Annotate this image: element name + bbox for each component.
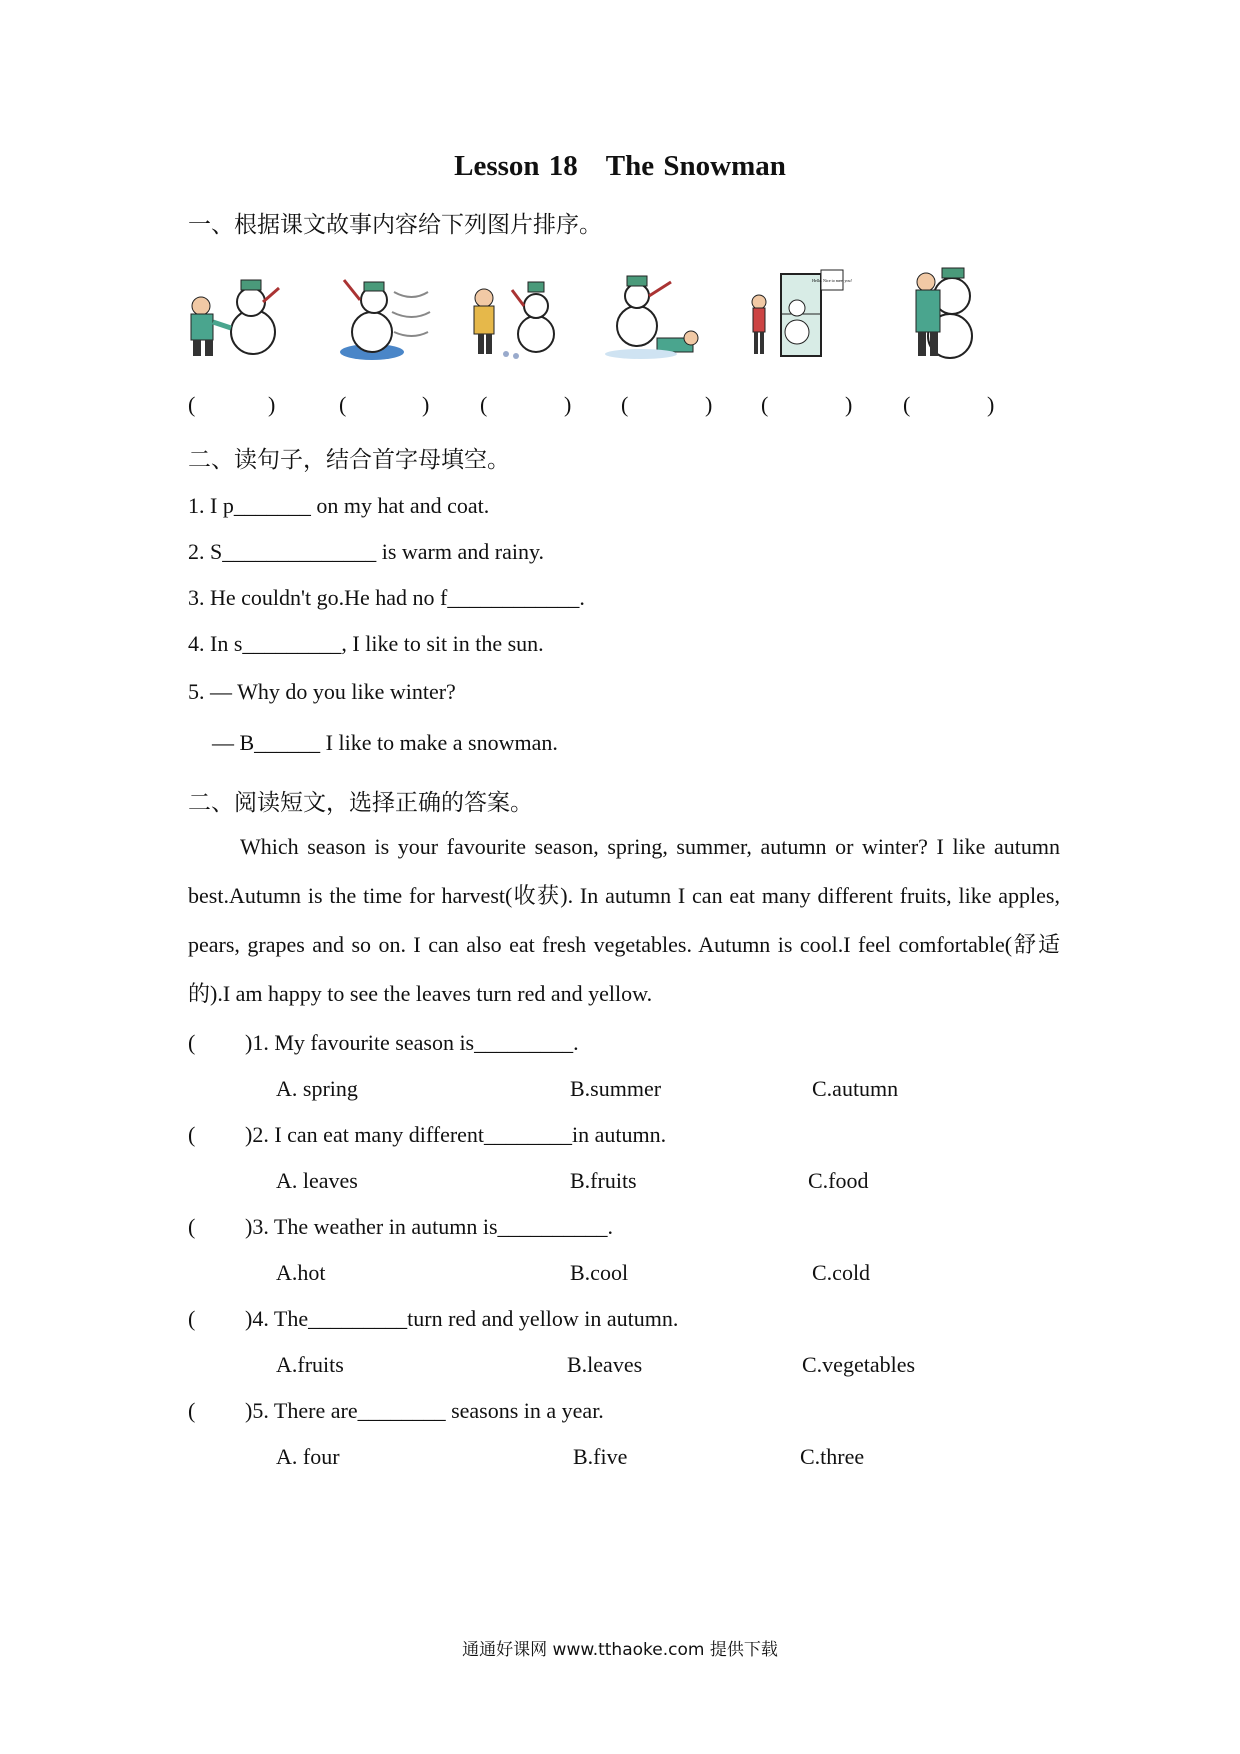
- order-blank-3-close: ): [564, 392, 572, 417]
- footer-credit: 通通好课网 www.tthaoke.com 提供下载: [462, 1640, 778, 1660]
- question-5-text: )5. There are________ seasons in a year.: [245, 1398, 604, 1423]
- question-1-option-b: B.summer: [570, 1076, 662, 1101]
- question-2-text: )2. I can eat many different________in autumn.: [245, 1122, 667, 1147]
- order-blank-2-open: (: [339, 392, 347, 417]
- question-4-paren: (: [188, 1306, 196, 1331]
- order-blank-1-open: (: [188, 392, 196, 417]
- fill-sentence-3: 3. He couldn't go.He had no f____________.: [188, 585, 585, 610]
- question-5-option-c: C.three: [800, 1444, 865, 1469]
- order-blank-3-open: (: [480, 392, 488, 417]
- picture-boy-hugging-snowman: [890, 262, 990, 362]
- question-1-paren: (: [188, 1030, 196, 1055]
- question-1-text: )1. My favourite season is_________.: [245, 1030, 579, 1055]
- picture-snowman-in-wind: [332, 262, 432, 362]
- lesson-number: Lesson 18: [454, 150, 578, 182]
- picture-boy-and-snowman: [466, 262, 566, 362]
- picture-boy-building-snowman: [183, 262, 283, 362]
- order-blank-4-open: (: [621, 392, 629, 417]
- question-1-option-a: A. spring: [276, 1076, 358, 1101]
- page-title: [0, 150, 1240, 183]
- question-2-option-b: B.fruits: [570, 1168, 637, 1193]
- question-2-option-a: A. leaves: [276, 1168, 358, 1193]
- fill-sentence-1: 1. I p_______ on my hat and coat.: [188, 493, 490, 518]
- question-5-paren: (: [188, 1398, 196, 1423]
- order-blank-4-close: ): [705, 392, 713, 417]
- question-3-option-a: A.hot: [276, 1260, 326, 1285]
- question-2-option-c: C.food: [808, 1168, 869, 1193]
- order-blank-1-close: ): [268, 392, 276, 417]
- section1-heading: 一、根据课文故事内容给下列图片排序。: [188, 212, 602, 238]
- picture-snowman-in-fridge: [745, 262, 852, 362]
- fill-sentence-4: 4. In s_________, I like to sit in the sun.: [188, 631, 544, 656]
- order-blank-6-open: (: [903, 392, 911, 417]
- question-1-option-c: C.autumn: [812, 1076, 899, 1101]
- question-4-option-b: B.leaves: [567, 1352, 643, 1377]
- question-3-text: )3. The weather in autumn is__________.: [245, 1214, 614, 1239]
- fill-sentence-5-question: 5. — Why do you like winter?: [188, 679, 456, 704]
- question-4-option-a: A.fruits: [276, 1352, 344, 1377]
- section3-heading: 二、阅读短文，选择正确的答案。: [188, 790, 533, 816]
- fill-sentence-2: 2. S______________ is warm and rainy.: [188, 539, 545, 564]
- question-5-option-a: A. four: [276, 1444, 340, 1469]
- question-2-paren: (: [188, 1122, 196, 1147]
- order-blank-2-close: ): [422, 392, 430, 417]
- question-4-text: )4. The_________turn red and yellow in autumn.: [245, 1306, 679, 1331]
- lesson-name: The Snowman: [605, 150, 786, 182]
- fridge-sign-text: Hello. Nice to meet you!: [812, 278, 852, 283]
- question-5-option-b: B.five: [573, 1444, 628, 1469]
- order-blank-5-open: (: [761, 392, 769, 417]
- picture-snowman-fallen: [601, 262, 701, 362]
- question-3-paren: (: [188, 1214, 196, 1239]
- fill-sentence-5-answer: — B______ I like to make a snowman.: [212, 730, 558, 755]
- question-3-option-c: C.cold: [812, 1260, 871, 1285]
- reading-passage: Which season is your favourite season, spring, summer, autumn or winter? I like autumn best.Autumn is the time for harvest(收获). In autumn I can eat many different fruits, like apples, pears, grapes and so on. I can also eat fresh vegetables. Autumn is cool.I feel comfortable(舒适的).I am happy to see the leaves turn red and yellow.: [188, 834, 1060, 1006]
- order-blank-6-close: ): [987, 392, 995, 417]
- order-blank-5-close: ): [845, 392, 853, 417]
- question-4-option-c: C.vegetables: [802, 1352, 916, 1377]
- section2-heading: 二、读句子，结合首字母填空。: [188, 447, 510, 473]
- question-3-option-b: B.cool: [570, 1260, 629, 1285]
